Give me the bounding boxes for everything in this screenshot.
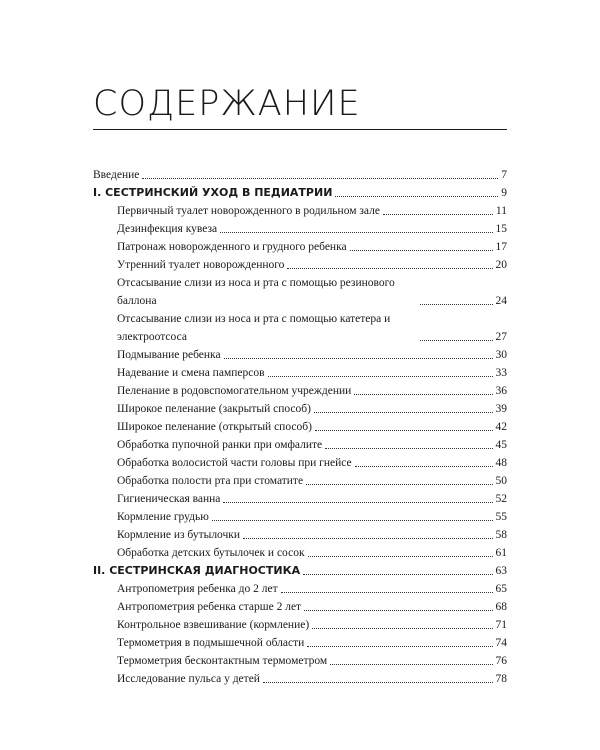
toc-leader [303,574,492,575]
toc-entry-text: Широкое пеленание (открытый способ) [117,421,312,433]
toc-entry-text: Антропометрия ребенка до 2 лет [117,583,278,595]
toc-entry-page: 27 [495,331,507,343]
toc-leader [212,520,493,521]
toc-entry [93,364,507,382]
toc-entry-page: 50 [495,475,507,487]
toc-leader [335,196,498,197]
toc-entry-text: Обработка полости рта при стоматите [117,475,304,487]
toc-entry-text: Термометрия в подмышечной области [117,637,305,649]
table-of-contents [93,166,507,688]
toc-leader [355,466,493,467]
toc-entry-text: Введение [93,169,140,181]
toc-leader [312,628,492,629]
toc-entry [93,616,507,634]
toc-entry-page: 15 [495,223,507,235]
toc-entry-text: Исследование пульса у детей [117,673,260,685]
toc-leader [306,484,492,485]
toc-entry [93,436,507,454]
toc-entry-text: Патронаж новорожденного и грудного ребенка [117,241,347,253]
toc-leader [307,646,492,647]
toc-entry-text: Контрольное взвешивание (кормление) [117,619,310,631]
toc-entry [93,382,507,400]
toc-entry [93,670,507,688]
toc-entry-page: 76 [495,655,507,667]
toc-entry-page: 63 [495,565,507,577]
toc-entry-page: 68 [495,601,507,613]
toc-leader [243,538,492,539]
toc-entry-page: 48 [495,457,507,469]
toc-entry-page: 17 [495,241,507,253]
toc-entry [93,310,507,346]
toc-leader [268,376,493,377]
toc-entry [93,400,507,418]
title-divider [93,129,507,130]
toc-entry [93,454,507,472]
toc-leader [142,178,498,179]
toc-leader [350,250,493,251]
toc-entry [93,220,507,238]
toc-entry [93,634,507,652]
toc-entry-page: 7 [501,169,507,181]
toc-entry-page: 9 [501,187,507,199]
toc-leader [420,340,493,341]
toc-entry [93,544,507,562]
toc-leader [224,358,493,359]
toc-entry [93,652,507,670]
toc-entry-text: II. СЕСТРИНСКАЯ ДИАГНОСТИКА [93,564,301,577]
toc-leader [287,268,492,269]
toc-entry [93,346,507,364]
toc-entry-text: Пеленание в родовспомогательном учреждении [117,385,352,397]
toc-leader [308,556,493,557]
toc-entry-page: 30 [495,349,507,361]
toc-entry-text: Гигиеническая ванна [117,493,221,505]
toc-entry-text: Обработка волосистой части головы при гнейсе [117,457,352,469]
toc-entry [93,508,507,526]
toc-entry-page: 39 [495,403,507,415]
toc-entry [93,256,507,274]
toc-leader [383,214,493,215]
toc-entry [93,418,507,436]
toc-entry-page: 65 [495,583,507,595]
toc-leader [325,448,492,449]
toc-entry [93,580,507,598]
toc-entry-text: Утренний туалет новорожденного [117,259,285,271]
toc-entry-text: Термометрия бесконтактным термометром [117,655,328,667]
toc-entry [93,238,507,256]
toc-entry-page: 36 [495,385,507,397]
toc-section-heading [93,562,507,580]
toc-entry-page: 71 [495,619,507,631]
toc-entry-text: Первичный туалет новорожденного в родильном зале [117,205,380,217]
toc-entry-page: 61 [495,547,507,559]
toc-entry-text: Подмывание ребенка [117,349,221,361]
toc-entry [93,166,507,184]
toc-section-heading [93,184,507,202]
toc-entry-page: 74 [495,637,507,649]
toc-entry-page: 11 [495,205,507,217]
toc-leader [330,664,492,665]
toc-entry-text: Широкое пеленание (закрытый способ) [117,403,311,415]
page-title: СОДЕРЖАНИЕ [93,84,361,124]
toc-leader [281,592,493,593]
toc-entry-page: 20 [495,259,507,271]
toc-entry-text: Надевание и смена памперсов [117,367,265,379]
toc-entry-page: 33 [495,367,507,379]
toc-entry-text: Обработка пупочной ранки при омфалите [117,439,323,451]
toc-entry-text: Кормление из бутылочки [117,529,241,541]
toc-entry [93,274,507,310]
toc-entry-page: 58 [495,529,507,541]
toc-leader [314,412,493,413]
toc-entry [93,598,507,616]
toc-entry-text: Кормление грудью [117,511,209,523]
toc-entry-text: Антропометрия ребенка старше 2 лет [117,601,302,613]
toc-leader [304,610,492,611]
toc-leader [263,682,493,683]
toc-entry-page: 42 [495,421,507,433]
toc-entry [93,472,507,490]
toc-entry-page: 24 [495,295,507,307]
toc-leader [220,232,492,233]
toc-entry-page: 55 [495,511,507,523]
toc-entry-text: Обработка детских бутылочек и сосок [117,547,305,559]
toc-entry [93,526,507,544]
toc-leader [420,304,493,305]
toc-entry-text: Дезинфекция кувеза [117,223,218,235]
toc-leader [223,502,492,503]
toc-entry [93,490,507,508]
toc-leader [315,430,493,431]
toc-entry-page: 45 [495,439,507,451]
toc-leader [354,394,492,395]
toc-entry-page: 52 [495,493,507,505]
toc-entry-text: Отсасывание слизи из носа и рта с помощью резинового баллона [117,277,395,307]
toc-entry-text: I. СЕСТРИНСКИЙ УХОД В ПЕДИАТРИИ [93,186,333,199]
toc-entry-page: 78 [495,673,507,685]
toc-entry [93,202,507,220]
toc-entry-text: Отсасывание слизи из носа и рта с помощью катетера и электроотсоса [117,313,391,343]
